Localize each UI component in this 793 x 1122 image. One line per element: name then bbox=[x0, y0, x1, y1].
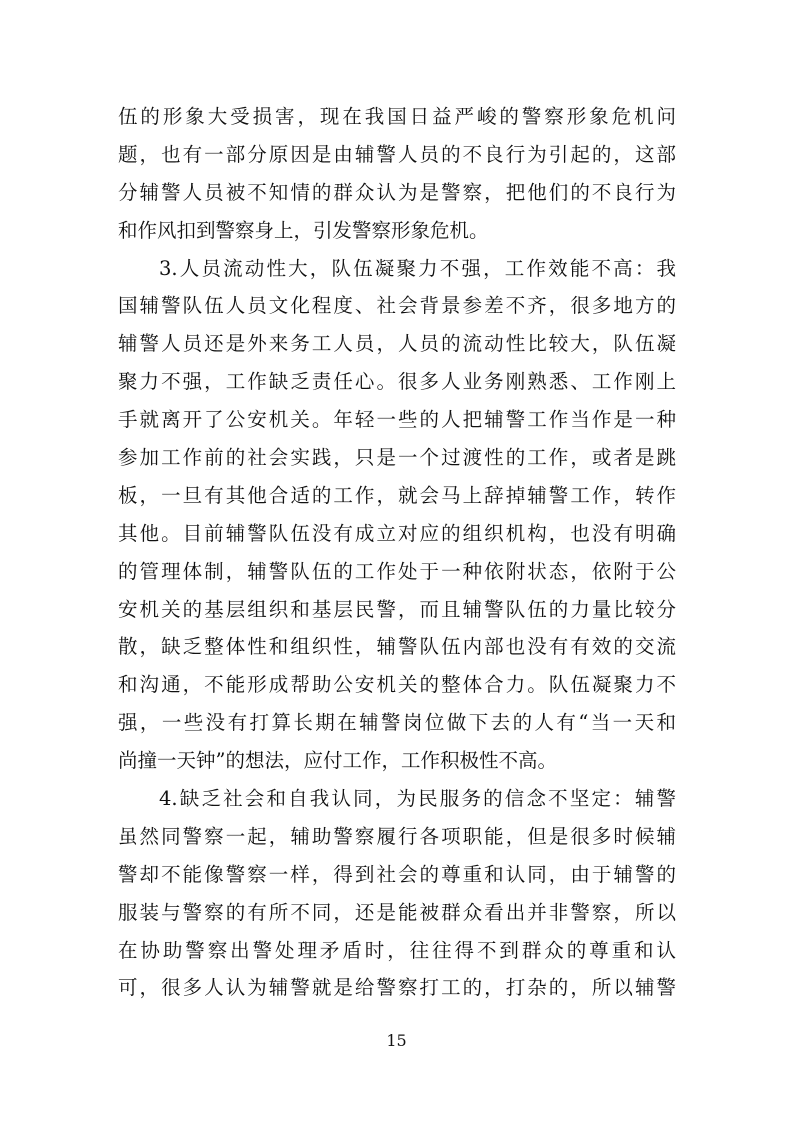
text-line: 安机关的基层组织和基层民警，而且辅警队伍的力量比较分 bbox=[118, 597, 676, 621]
text-line: 在协助警察出警处理矛盾时，往往得不到群众的尊重和认 bbox=[118, 938, 676, 962]
text-line: 手就离开了公安机关。年轻一些的人把辅警工作当作是一种 bbox=[118, 408, 676, 432]
text-line: 的管理体制，辅警队伍的工作处于一种依附状态，依附于公 bbox=[118, 559, 676, 583]
text-line: 辅警人员还是外来务工人员，人员的流动性比较大，队伍凝 bbox=[118, 332, 676, 356]
text-line: 尚撞一天钟”的想法，应付工作，工作积极性不高。 bbox=[118, 749, 557, 773]
text-line: 服装与警察的有所不同，还是能被群众看出并非警察，所以 bbox=[118, 900, 676, 924]
text-line: 3.人员流动性大，队伍凝聚力不强，工作效能不高：我 bbox=[159, 256, 676, 280]
text-line: 警却不能像警察一样，得到社会的尊重和认同，由于辅警的 bbox=[118, 862, 676, 886]
text-line: 伍的形象大受损害，现在我国日益严峻的警察形象危机问 bbox=[118, 105, 676, 128]
text-line: 强，一些没有打算长期在辅警岗位做下去的人有“当一天和 bbox=[118, 711, 676, 735]
text-line: 可，很多人认为辅警就是给警察打工的，打杂的，所以辅警 bbox=[118, 976, 676, 1000]
body-text bbox=[118, 98, 676, 1007]
text-line: 4.缺乏社会和自我认同，为民服务的信念不坚定：辅警 bbox=[159, 787, 676, 811]
text-line: 虽然同警察一起，辅助警察履行各项职能，但是很多时候辅 bbox=[118, 824, 676, 848]
text-line: 分辅警人员被不知情的群众认为是警察，把他们的不良行为 bbox=[118, 180, 676, 204]
page-number: 15 bbox=[386, 1031, 407, 1050]
text-line: 国辅警队伍人员文化程度、社会背景参差不齐，很多地方的 bbox=[118, 294, 676, 318]
text-line: 和沟通，不能形成帮助公安机关的整体合力。队伍凝聚力不 bbox=[118, 673, 676, 697]
text-line: 参加工作前的社会实践，只是一个过渡性的工作，或者是跳 bbox=[118, 446, 676, 470]
text-line: 板，一旦有其他合适的工作，就会马上辞掉辅警工作，转作 bbox=[118, 483, 676, 507]
text-line: 散，缺乏整体性和组织性，辅警队伍内部也没有有效的交流 bbox=[118, 635, 676, 659]
text-line: 和作风扣到警察身上，引发警察形象危机。 bbox=[118, 218, 489, 242]
text-line: 其他。目前辅警队伍没有成立对应的组织机构，也没有明确 bbox=[118, 521, 676, 545]
text-line: 题，也有一部分原因是由辅警人员的不良行为引起的，这部 bbox=[118, 142, 676, 166]
text-line: 聚力不强，工作缺乏责任心。很多人业务刚熟悉、工作刚上 bbox=[118, 370, 676, 394]
